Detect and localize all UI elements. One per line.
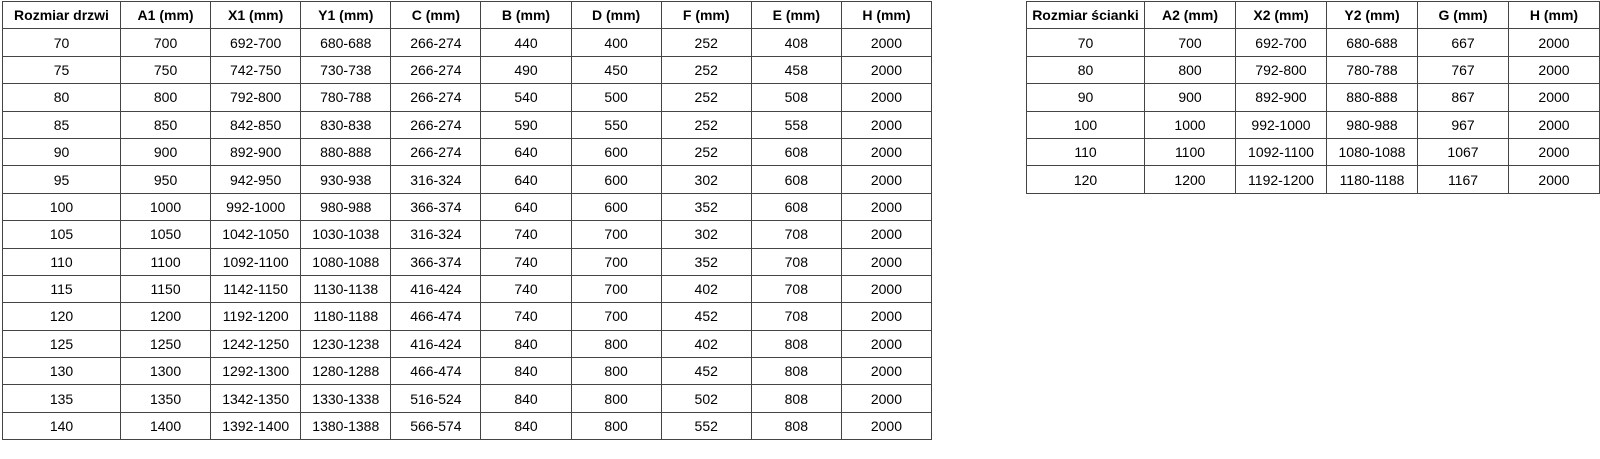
wall-dimensions-table (1026, 1, 1600, 194)
table-cell: 600 (571, 193, 661, 220)
table-cell: 1180-1188 (301, 303, 391, 330)
table-cell: 2000 (841, 138, 931, 165)
table-cell: 416-424 (391, 330, 481, 357)
column-header: Rozmiar drzwi (3, 2, 121, 29)
table-cell: 800 (121, 84, 211, 111)
table-cell: 2000 (1509, 84, 1600, 111)
table-cell: 440 (481, 29, 571, 56)
table-cell: 800 (571, 385, 661, 412)
column-header: Y2 (mm) (1327, 2, 1418, 29)
table-cell: 2000 (841, 166, 931, 193)
table-cell: 1292-1300 (211, 358, 301, 385)
table-cell: 466-474 (391, 303, 481, 330)
table-cell: 708 (751, 303, 841, 330)
table-cell: 2000 (841, 412, 931, 439)
table-cell: 500 (571, 84, 661, 111)
table-row (3, 303, 932, 330)
table-cell: 458 (751, 56, 841, 83)
table-cell: 2000 (841, 330, 931, 357)
column-header: A1 (mm) (121, 2, 211, 29)
table-cell: 1330-1338 (301, 385, 391, 412)
table-cell: 808 (751, 412, 841, 439)
table-cell: 252 (661, 84, 751, 111)
table-cell: 742-750 (211, 56, 301, 83)
table-cell: 2000 (841, 111, 931, 138)
table-cell: 1192-1200 (211, 303, 301, 330)
table-cell: 80 (1027, 56, 1145, 83)
table-cell: 700 (571, 248, 661, 275)
table-cell: 1100 (121, 248, 211, 275)
table-cell: 2000 (841, 56, 931, 83)
table-row (1027, 84, 1600, 111)
column-header: X2 (mm) (1236, 2, 1327, 29)
table-cell: 1100 (1145, 138, 1236, 165)
table-cell: 830-838 (301, 111, 391, 138)
table-cell: 552 (661, 412, 751, 439)
table-cell: 740 (481, 248, 571, 275)
table-cell: 842-850 (211, 111, 301, 138)
table-cell: 302 (661, 166, 751, 193)
table-cell: 700 (571, 221, 661, 248)
table-cell: 608 (751, 138, 841, 165)
table-cell: 590 (481, 111, 571, 138)
table-cell: 980-988 (1327, 111, 1418, 138)
table-row (3, 248, 932, 275)
table-cell: 692-700 (1236, 29, 1327, 56)
table-cell: 867 (1418, 84, 1509, 111)
column-header: D (mm) (571, 2, 661, 29)
column-header: Y1 (mm) (301, 2, 391, 29)
table-cell: 780-788 (1327, 56, 1418, 83)
table-cell: 1342-1350 (211, 385, 301, 412)
table-cell: 1130-1138 (301, 275, 391, 302)
table-cell: 992-1000 (211, 193, 301, 220)
table-cell: 1080-1088 (301, 248, 391, 275)
table-cell: 1400 (121, 412, 211, 439)
table-cell: 1230-1238 (301, 330, 391, 357)
table-cell: 70 (1027, 29, 1145, 56)
table-cell: 252 (661, 111, 751, 138)
table-row (1027, 166, 1600, 193)
table-cell: 450 (571, 56, 661, 83)
table-cell: 667 (1418, 29, 1509, 56)
table-cell: 125 (3, 330, 121, 357)
table-cell: 930-938 (301, 166, 391, 193)
table-cell: 700 (1145, 29, 1236, 56)
table-cell: 2000 (1509, 138, 1600, 165)
table-cell: 1092-1100 (1236, 138, 1327, 165)
column-header: E (mm) (751, 2, 841, 29)
table-cell: 266-274 (391, 56, 481, 83)
table-cell: 316-324 (391, 166, 481, 193)
table-cell: 840 (481, 412, 571, 439)
column-header: G (mm) (1418, 2, 1509, 29)
table-cell: 800 (1145, 56, 1236, 83)
table-cell: 1000 (1145, 111, 1236, 138)
table-cell: 135 (3, 385, 121, 412)
table-cell: 302 (661, 221, 751, 248)
table-cell: 680-688 (301, 29, 391, 56)
table-cell: 1200 (121, 303, 211, 330)
column-header: Rozmiar ścianki (1027, 2, 1145, 29)
table-cell: 2000 (841, 385, 931, 412)
column-header: F (mm) (661, 2, 751, 29)
table-cell: 558 (751, 111, 841, 138)
table-cell: 608 (751, 193, 841, 220)
table-row (3, 111, 932, 138)
table-cell: 1042-1050 (211, 221, 301, 248)
table-cell: 80 (3, 84, 121, 111)
column-header: H (mm) (1509, 2, 1600, 29)
table-cell: 490 (481, 56, 571, 83)
table-cell: 110 (1027, 138, 1145, 165)
table-cell: 740 (481, 275, 571, 302)
table-cell: 2000 (841, 358, 931, 385)
table-cell: 708 (751, 275, 841, 302)
table-cell: 840 (481, 385, 571, 412)
table-row (3, 193, 932, 220)
table-cell: 366-374 (391, 193, 481, 220)
table-cell: 700 (571, 303, 661, 330)
table-cell: 708 (751, 221, 841, 248)
table-cell: 130 (3, 358, 121, 385)
table-cell: 1392-1400 (211, 412, 301, 439)
table-cell: 550 (571, 111, 661, 138)
table-row (1027, 29, 1600, 56)
table-row (3, 138, 932, 165)
table-cell: 808 (751, 330, 841, 357)
table-cell: 95 (3, 166, 121, 193)
column-header: B (mm) (481, 2, 571, 29)
table-cell: 402 (661, 275, 751, 302)
table-cell: 90 (1027, 84, 1145, 111)
table-cell: 1067 (1418, 138, 1509, 165)
table-cell: 880-888 (301, 138, 391, 165)
table-cell: 880-888 (1327, 84, 1418, 111)
table-cell: 466-474 (391, 358, 481, 385)
table-cell: 508 (751, 84, 841, 111)
table-cell: 2000 (1509, 166, 1600, 193)
table-cell: 692-700 (211, 29, 301, 56)
table-cell: 900 (1145, 84, 1236, 111)
table-cell: 700 (571, 275, 661, 302)
table-cell: 352 (661, 193, 751, 220)
table-cell: 2000 (1509, 111, 1600, 138)
table-cell: 502 (661, 385, 751, 412)
table-cell: 740 (481, 221, 571, 248)
table-row (3, 358, 932, 385)
table-cell: 2000 (841, 303, 931, 330)
table-cell: 600 (571, 166, 661, 193)
table-cell: 1050 (121, 221, 211, 248)
table-row (3, 166, 932, 193)
table-cell: 110 (3, 248, 121, 275)
table-cell: 600 (571, 138, 661, 165)
table-cell: 1000 (121, 193, 211, 220)
table-cell: 452 (661, 303, 751, 330)
table-cell: 2000 (841, 29, 931, 56)
table-cell: 352 (661, 248, 751, 275)
table-cell: 400 (571, 29, 661, 56)
table-cell: 750 (121, 56, 211, 83)
table-cell: 90 (3, 138, 121, 165)
table-cell: 640 (481, 193, 571, 220)
table-cell: 100 (1027, 111, 1145, 138)
table-row (1027, 138, 1600, 165)
table-cell: 1280-1288 (301, 358, 391, 385)
table-cell: 892-900 (1236, 84, 1327, 111)
table-cell: 640 (481, 138, 571, 165)
table-cell: 316-324 (391, 221, 481, 248)
table-cell: 566-574 (391, 412, 481, 439)
table-cell: 105 (3, 221, 121, 248)
table-cell: 942-950 (211, 166, 301, 193)
table-cell: 608 (751, 166, 841, 193)
table-cell: 100 (3, 193, 121, 220)
table-cell: 950 (121, 166, 211, 193)
table-cell: 252 (661, 56, 751, 83)
table-cell: 992-1000 (1236, 111, 1327, 138)
table-cell: 780-788 (301, 84, 391, 111)
table-cell: 1350 (121, 385, 211, 412)
table-cell: 85 (3, 111, 121, 138)
table-row (3, 275, 932, 302)
table-cell: 140 (3, 412, 121, 439)
table-cell: 708 (751, 248, 841, 275)
table-cell: 1142-1150 (211, 275, 301, 302)
table-cell: 266-274 (391, 111, 481, 138)
table-cell: 120 (3, 303, 121, 330)
table-cell: 540 (481, 84, 571, 111)
table-row (3, 84, 932, 111)
table-cell: 2000 (841, 275, 931, 302)
table-cell: 640 (481, 166, 571, 193)
table-cell: 900 (121, 138, 211, 165)
table-cell: 892-900 (211, 138, 301, 165)
table-cell: 2000 (1509, 56, 1600, 83)
table-cell: 808 (751, 385, 841, 412)
header-row (3, 2, 932, 29)
table-row (1027, 111, 1600, 138)
table-cell: 2000 (841, 193, 931, 220)
column-header: C (mm) (391, 2, 481, 29)
table-cell: 266-274 (391, 29, 481, 56)
table-row (3, 221, 932, 248)
table-cell: 800 (571, 358, 661, 385)
table-cell: 800 (571, 412, 661, 439)
table-cell: 516-524 (391, 385, 481, 412)
door-dimensions-table (2, 1, 932, 440)
column-header: X1 (mm) (211, 2, 301, 29)
table-cell: 840 (481, 358, 571, 385)
table-row (3, 56, 932, 83)
table-cell: 115 (3, 275, 121, 302)
table-cell: 366-374 (391, 248, 481, 275)
table-cell: 266-274 (391, 138, 481, 165)
table-cell: 1180-1188 (1327, 166, 1418, 193)
table-row (1027, 56, 1600, 83)
table-row (3, 330, 932, 357)
table-cell: 402 (661, 330, 751, 357)
table-cell: 1250 (121, 330, 211, 357)
table-cell: 1167 (1418, 166, 1509, 193)
table-cell: 680-688 (1327, 29, 1418, 56)
column-header: A2 (mm) (1145, 2, 1236, 29)
table-cell: 2000 (1509, 29, 1600, 56)
table-cell: 700 (121, 29, 211, 56)
table-cell: 452 (661, 358, 751, 385)
table-cell: 1030-1038 (301, 221, 391, 248)
table-cell: 767 (1418, 56, 1509, 83)
table-cell: 1242-1250 (211, 330, 301, 357)
table-cell: 1080-1088 (1327, 138, 1418, 165)
table-cell: 1192-1200 (1236, 166, 1327, 193)
table-cell: 408 (751, 29, 841, 56)
table-cell: 980-988 (301, 193, 391, 220)
column-header: H (mm) (841, 2, 931, 29)
table-cell: 2000 (841, 221, 931, 248)
table-cell: 850 (121, 111, 211, 138)
table-cell: 740 (481, 303, 571, 330)
table-cell: 800 (571, 330, 661, 357)
table-cell: 266-274 (391, 84, 481, 111)
table-cell: 2000 (841, 84, 931, 111)
table-cell: 416-424 (391, 275, 481, 302)
table-cell: 1092-1100 (211, 248, 301, 275)
table-cell: 730-738 (301, 56, 391, 83)
table-cell: 120 (1027, 166, 1145, 193)
table-cell: 792-800 (1236, 56, 1327, 83)
table-cell: 792-800 (211, 84, 301, 111)
table-row (3, 385, 932, 412)
table-cell: 808 (751, 358, 841, 385)
table-cell: 252 (661, 29, 751, 56)
table-cell: 1200 (1145, 166, 1236, 193)
table-cell: 252 (661, 138, 751, 165)
table-cell: 75 (3, 56, 121, 83)
table-cell: 70 (3, 29, 121, 56)
header-row (1027, 2, 1600, 29)
table-cell: 1300 (121, 358, 211, 385)
table-row (3, 29, 932, 56)
table-cell: 2000 (841, 248, 931, 275)
table-cell: 967 (1418, 111, 1509, 138)
table-cell: 1380-1388 (301, 412, 391, 439)
table-cell: 840 (481, 330, 571, 357)
table-cell: 1150 (121, 275, 211, 302)
table-row (3, 412, 932, 439)
